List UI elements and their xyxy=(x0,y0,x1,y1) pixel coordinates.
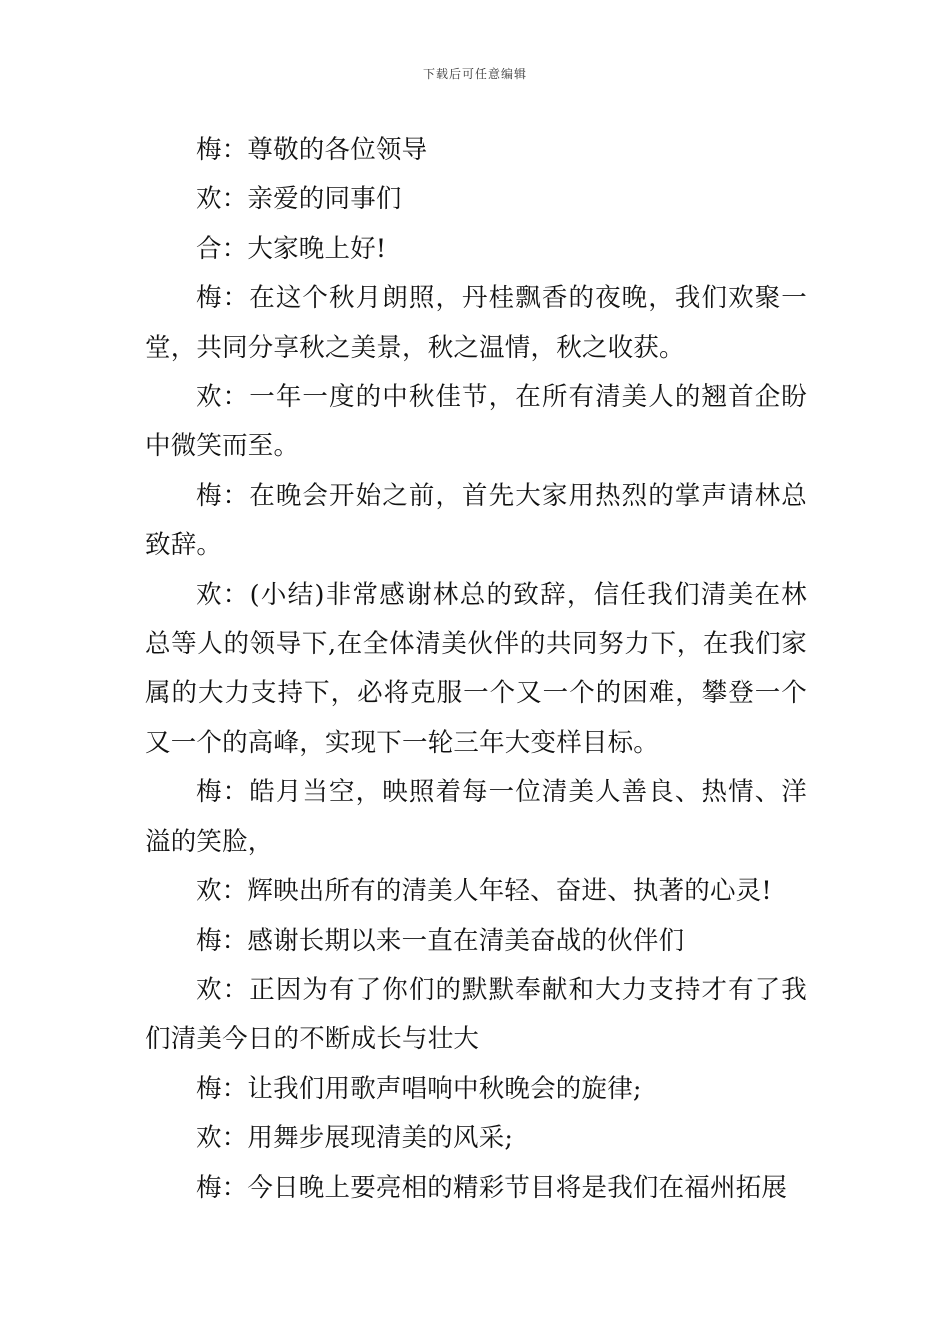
paragraph: 梅：在这个秋月朗照，丹桂飘香的夜晚，我们欢聚一堂，共同分享秋之美景，秋之温情，秋之收获。 xyxy=(145,283,807,363)
paragraph: 欢：亲爱的同事们 xyxy=(196,184,402,215)
page-header-note: 下载后可任意编辑 xyxy=(422,67,527,81)
paragraph: 欢：用舞步展现清美的风采; xyxy=(196,1123,514,1154)
paragraph: 梅：感谢长期以来一直在清美奋战的伙伴们 xyxy=(196,925,685,956)
paragraph: 梅：尊敬的各位领导 xyxy=(196,135,428,165)
paragraph: 欢：正因为有了你们的默默奉献和大力支持才有了我们清美今日的不断成长与壮大 xyxy=(145,974,807,1055)
paragraph: 梅：在晚会开始之前，首先大家用热烈的掌声请林总致辞。 xyxy=(145,480,807,561)
paragraph: 欢：(小结)非常感谢林总的致辞，信任我们清美在林总等人的领导下,在全体清美伙伴的共同努力下，在我们家属的大力支持下，必将克服一个又一个的困难，攀登一个又一个的高峰，实现下一轮三年大变样目标。 xyxy=(145,579,807,758)
paragraph: 梅：让我们用歌声唱响中秋晚会的旋律; xyxy=(196,1073,642,1104)
paragraph: 梅：今日晚上要亮相的精彩节目将是我们在福州拓展 xyxy=(196,1172,788,1203)
paragraph: 合：大家晚上好! xyxy=(196,233,387,264)
paragraph: 欢：一年一度的中秋佳节，在所有清美人的翘首企盼中微笑而至。 xyxy=(145,382,807,462)
paragraph: 欢：辉映出所有的清美人年轻、奋进、执著的心灵! xyxy=(196,876,772,907)
document-body xyxy=(145,126,807,1213)
paragraph: 梅：皓月当空，映照着每一位清美人善良、热情、洋溢的笑脸， xyxy=(145,777,807,857)
